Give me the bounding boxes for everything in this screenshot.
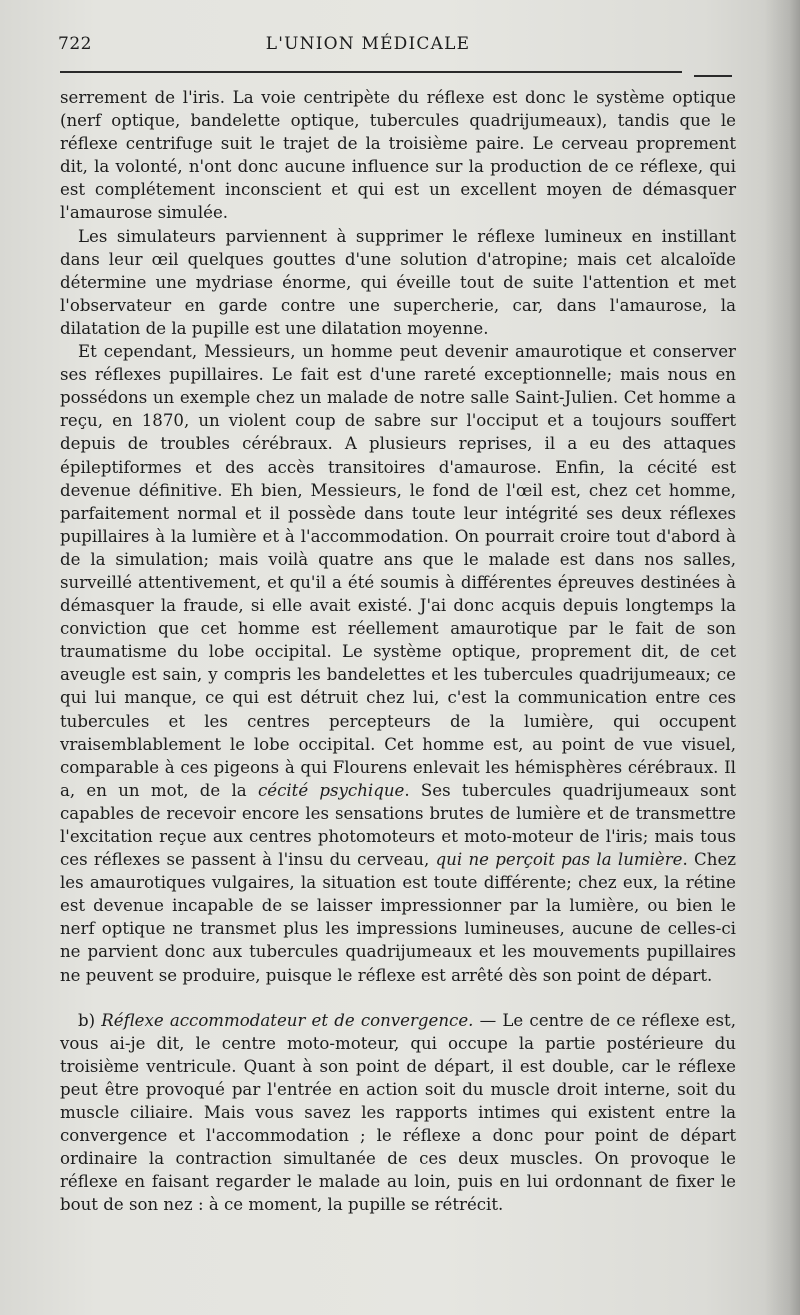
paragraph-1: serrement de l'iris. La voie centripète du réflexe est donc le système optique (nerf optique, bandelette optique, tubercules quadrijumeaux), tandis que le réflexe centrifuge suit le trajet de la troisième paire. Le cerveau proprement dit, la volonté, n'ont donc aucune influence sur la production de ce réflexe, qui est complétement inconscient et qui est un excellent moyen de démasquer l'amaurose simulée. — [60, 88, 736, 223]
page-header — [58, 34, 748, 60]
header-rule-fragment — [694, 75, 732, 77]
section-b-label: b) — [78, 1010, 96, 1030]
paragraph-3-italic-b: qui ne perçoit pas la lumière — [435, 850, 683, 870]
section-b-body: — Le centre de ce réflexe est, vous ai-je dit, le centre moto-moteur, qui occupe la partie postérieure du troisième ventricule. Quant à son point de départ, il est double, car le réflexe peut être provoqué par l'entrée en action soit du muscle droit interne, soit du muscle ciliaire. Mais vous savez les rapports intimes qui existent entre la convergence et l'accommodation ; le réflexe a donc pour point de départ ordinaire la contraction simultanée de ces deux muscles. On provoque le réflexe en faisant regarder le malade au loin, puis en lui ordonnant de fixer le bout de son nez : à ce moment, la pupille se rétrécit. — [60, 1010, 736, 1215]
header-rule — [60, 71, 682, 73]
paragraph-3-italic-a: cécité psychique — [257, 780, 405, 800]
paragraph-3 — [60, 340, 736, 987]
body-text — [60, 86, 736, 1217]
running-title: L'UNION MÉDICALE — [265, 34, 471, 54]
paragraph-3-text-b: . Ses tubercules quadrijumeaux sont capables de recevoir encore les sensations brutes de lumière et de transmettre l'excitation reçue aux centres photomoteurs et moto-moteur de l'iris; mais tous ces réflexes se passent à l'insu du cerveau, — [60, 780, 736, 870]
paragraph-3-text-a: Et cependant, Messieurs, un homme peut devenir amaurotique et conserver ses réflexes pupillaires. Le fait est d'une rareté exceptionnelle; mais nous en possédons un exemple chez un malade de notre salle Saint-Julien. Cet homme a reçu, en 1870, un violent coup de sabre sur l'occiput et a toujours souffert depuis de troubles cérébraux. A plusieurs reprises, il a eu des attaques épileptiformes et des accès transitoires d'amaurose. Enfin, la cécité est devenue définitive. Eh bien, Messieurs, le fond de l'œil est, chez cet homme, parfaitement normal et il possède dans toute leur intégrité ses deux réflexes pupillaires à la lumière et à l'accommodation. On pourrait croire tout d'abord à de la simulation; mais voilà quatre ans que le malade est dans nos salles, surveillé attentivement, et qu'il a été soumis à différentes épreuves destinées à démasquer la fraude, si elle avait existé. J'ai donc acquis depuis longtemps la conviction que cet homme est réellement amaurotique par le fait de son traumatisme du lobe occipital. Le système optique, proprement dit, de cet aveugle est sain, y compris les bandelettes et les tubercules quadrijumeaux; ce qui lui manque, ce qui est détruit chez lui, c'est la communication entre ces tubercules et les centres percepteurs de la lumière, qui occupent vraisemblablement le lobe occipital. Cet homme est, au point de vue visuel, comparable à ces pigeons à qui Flourens enlevait les hémisphères cérébraux. Il a, en un mot, de la — [60, 342, 736, 800]
paragraph-3-text-c: . Chez les amaurotiques vulgaires, la situation est toute différente; chez eux, la rétine est devenue incapable de se laisser impressionner par la lumière, ou bien le nerf optique ne transmet plus les impressions lumineuses, aucune de celles-ci ne parvient donc aux tubercules quadrijumeaux et les mouvements pupillaires ne peuvent se produire, puisque le réflexe est arrêté dès son point de départ. — [60, 850, 737, 985]
section-b-heading: Réflexe accommodateur et de convergence. — [101, 1010, 474, 1030]
binding-shadow — [764, 0, 800, 1315]
page-number: 722 — [58, 34, 92, 54]
section-b-paragraph — [60, 1009, 736, 1217]
paragraph-2: Les simulateurs parviennent à supprimer le réflexe lumineux en instillant dans leur œil quelques gouttes d'une solution d'atropine; mais cet alcaloïde détermine une mydriase énorme, qui éveille tout de suite l'attention et met l'observateur en garde contre une supercherie, car, dans l'amaurose, la dilatation de la pupille est une dilatation moyenne. — [60, 226, 736, 338]
